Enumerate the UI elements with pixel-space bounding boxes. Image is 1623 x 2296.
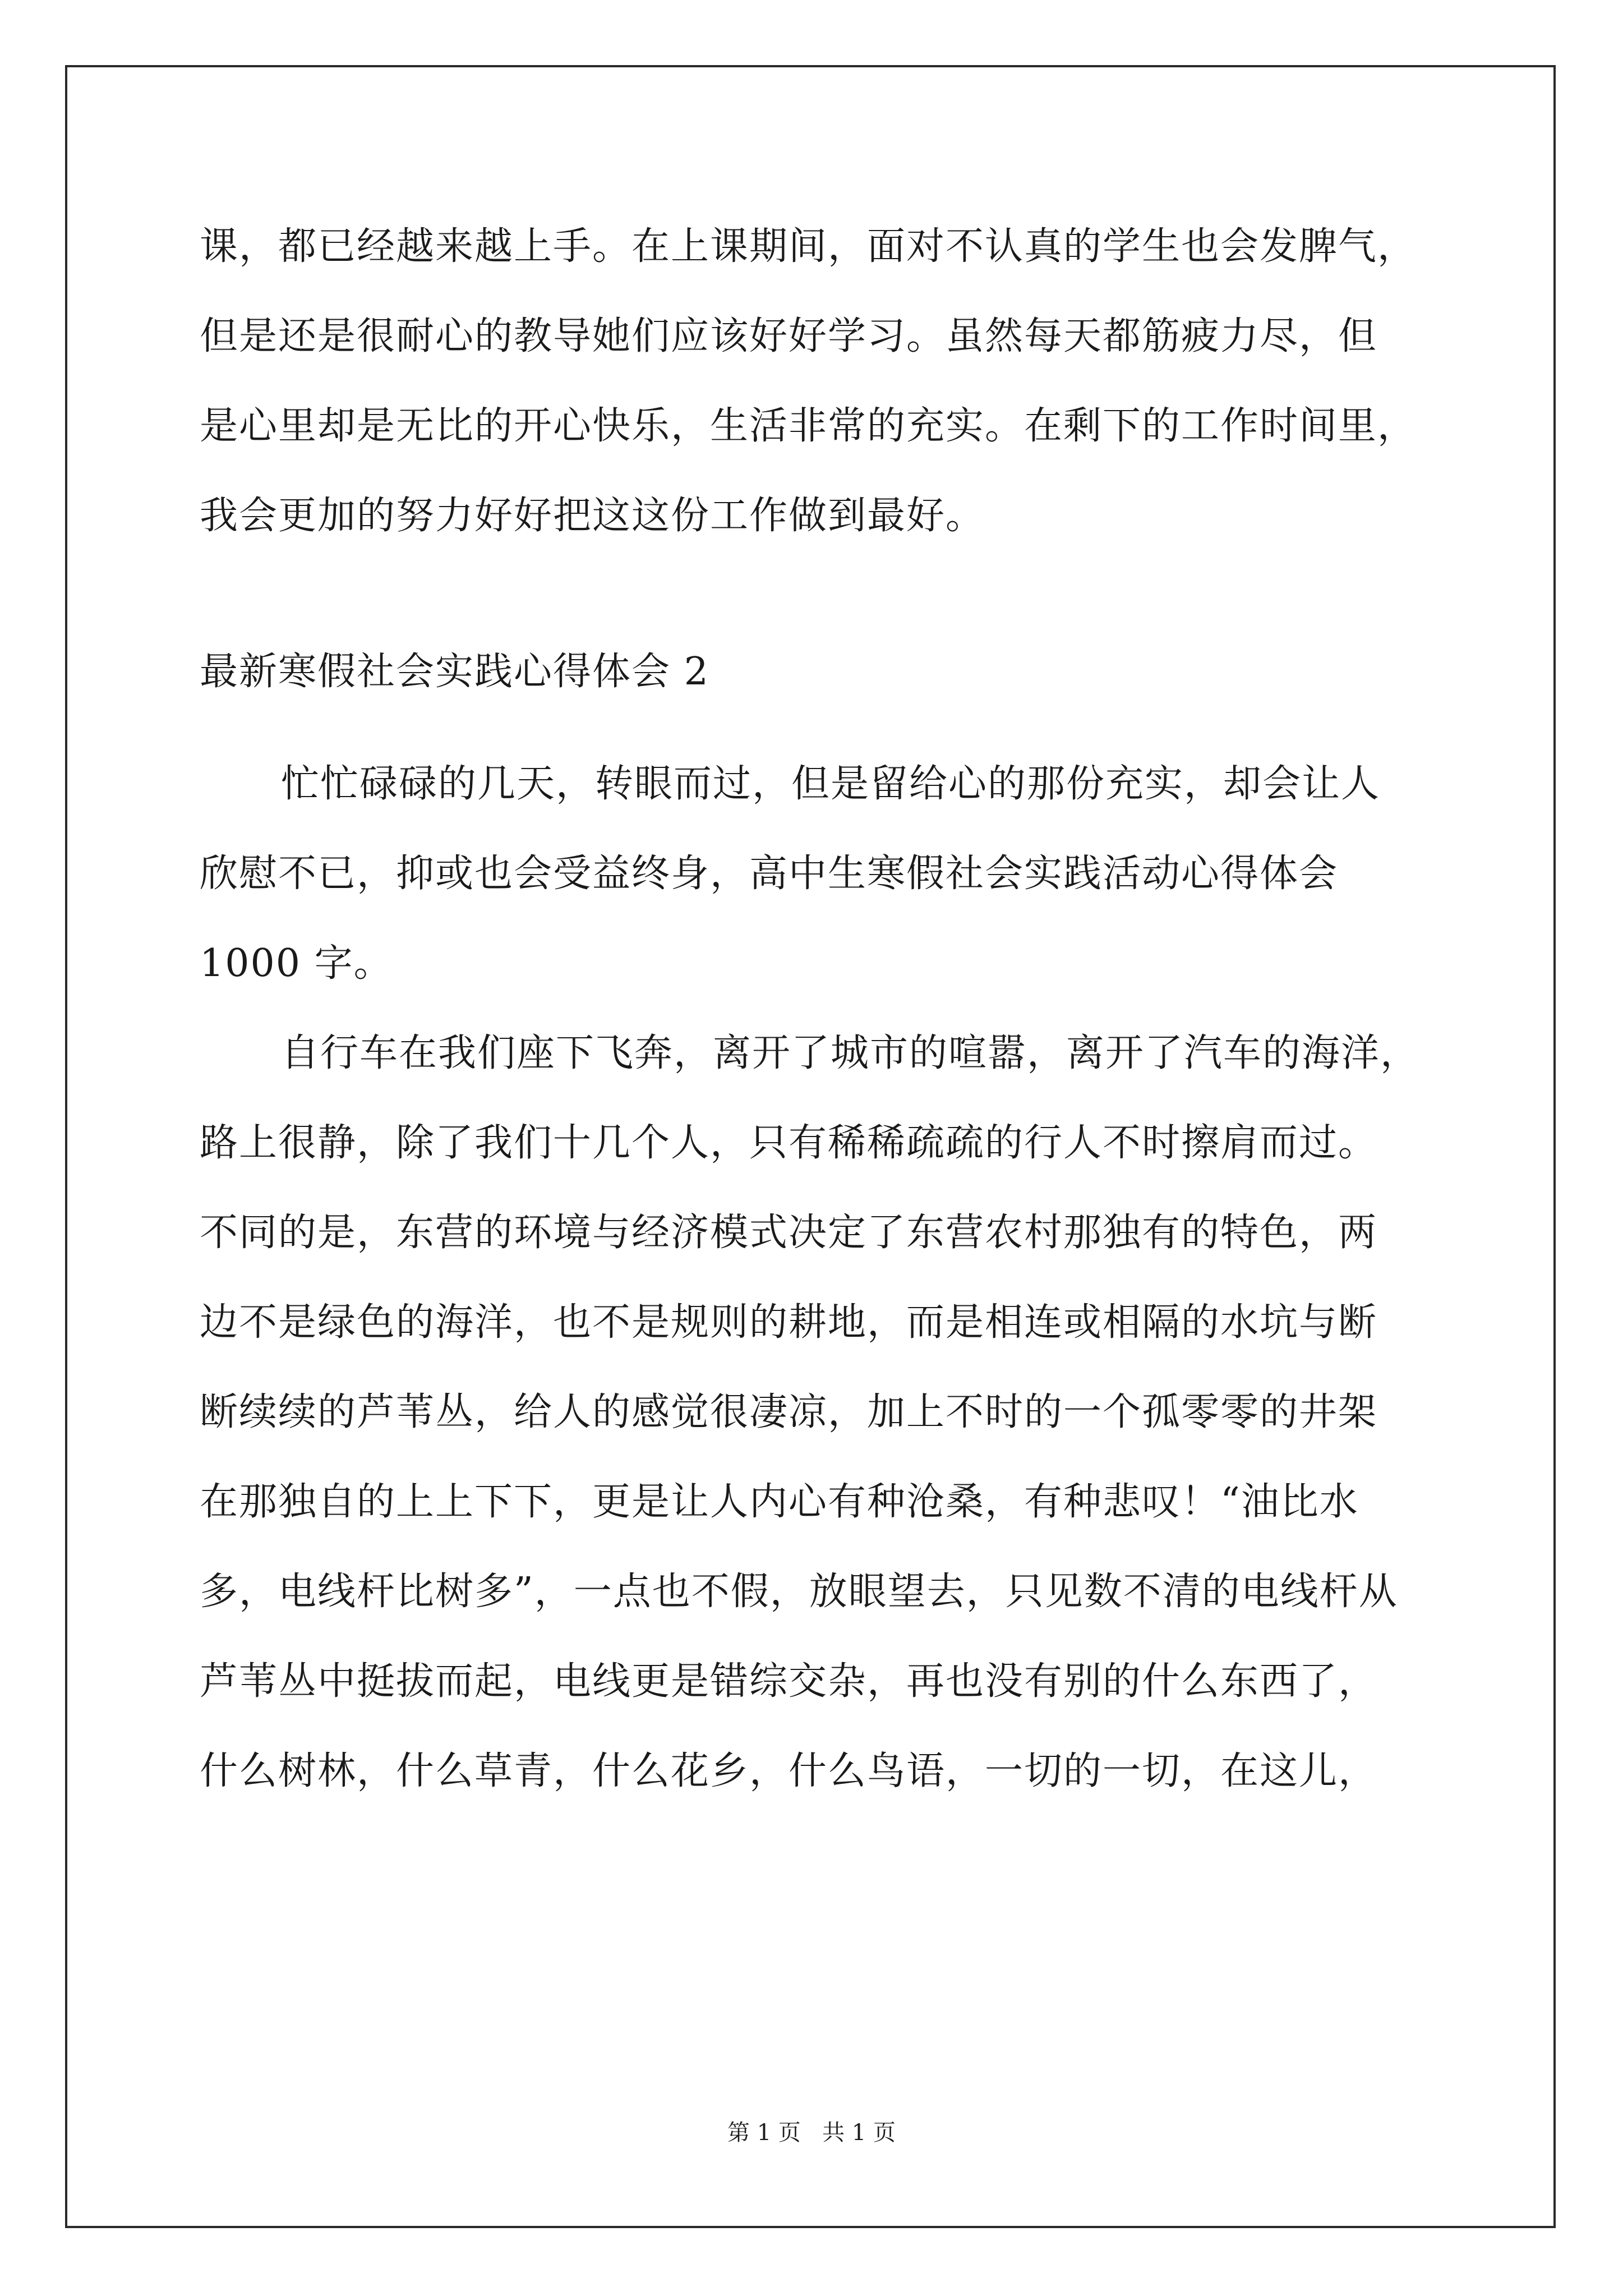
text-line: 路上很静，除了我们十几个人，只有稀稀疏疏的行人不时擦肩而过。	[200, 1121, 1378, 1165]
text-line: 什么树林，什么草青，什么花乡，什么鸟语，一切的一切，在这儿，	[200, 1749, 1378, 1793]
text-line: 断续续的芦苇丛，给人的感觉很凄凉，加上不时的一个孤零零的井架	[200, 1390, 1378, 1434]
text-line: 1000 字。	[200, 941, 393, 986]
text-line: 自行车在我们座下飞奔，离开了城市的喧嚣，离开了汽车的海洋，	[281, 1031, 1420, 1075]
section-heading: 最新寒假社会实践心得体会 2	[200, 650, 709, 694]
text-line: 是心里却是无比的开心快乐，生活非常的充实。在剩下的工作时间里，	[200, 404, 1417, 448]
text-line: 欣慰不已，抑或也会受益终身，高中生寒假社会实践活动心得体会	[200, 852, 1339, 896]
text-line: 忙忙碌碌的几天，转眼而过，但是留给心的那份充实，却会让人	[281, 762, 1381, 806]
text-line: 不同的是，东营的环境与经济模式决定了东营农村那独有的特色，两	[200, 1211, 1378, 1255]
text-line: 芦苇丛中挺拔而起，电线更是错综交杂，再也没有别的什么东西了，	[200, 1659, 1378, 1704]
text-line: 但是还是很耐心的教导她们应该好好学习。虽然每天都筋疲力尽，但	[200, 314, 1378, 358]
text-line: 我会更加的努力好好把这这份工作做到最好。	[200, 494, 985, 538]
page-footer: 第 1 页 共 1 页	[727, 2120, 896, 2146]
text-line: 在那独自的上上下下，更是让人内心有种沧桑，有种悲叹！“油比水	[200, 1480, 1359, 1524]
text-line: 课，都已经越来越上手。在上课期间，面对不认真的学生也会发脾气，	[200, 224, 1417, 269]
text-line: 边不是绿色的海洋，也不是规则的耕地，而是相连或相隔的水坑与断	[200, 1300, 1378, 1345]
text-line: 多，电线杆比树多”，一点也不假，放眼望去，只见数不清的电线杆从	[200, 1570, 1398, 1614]
